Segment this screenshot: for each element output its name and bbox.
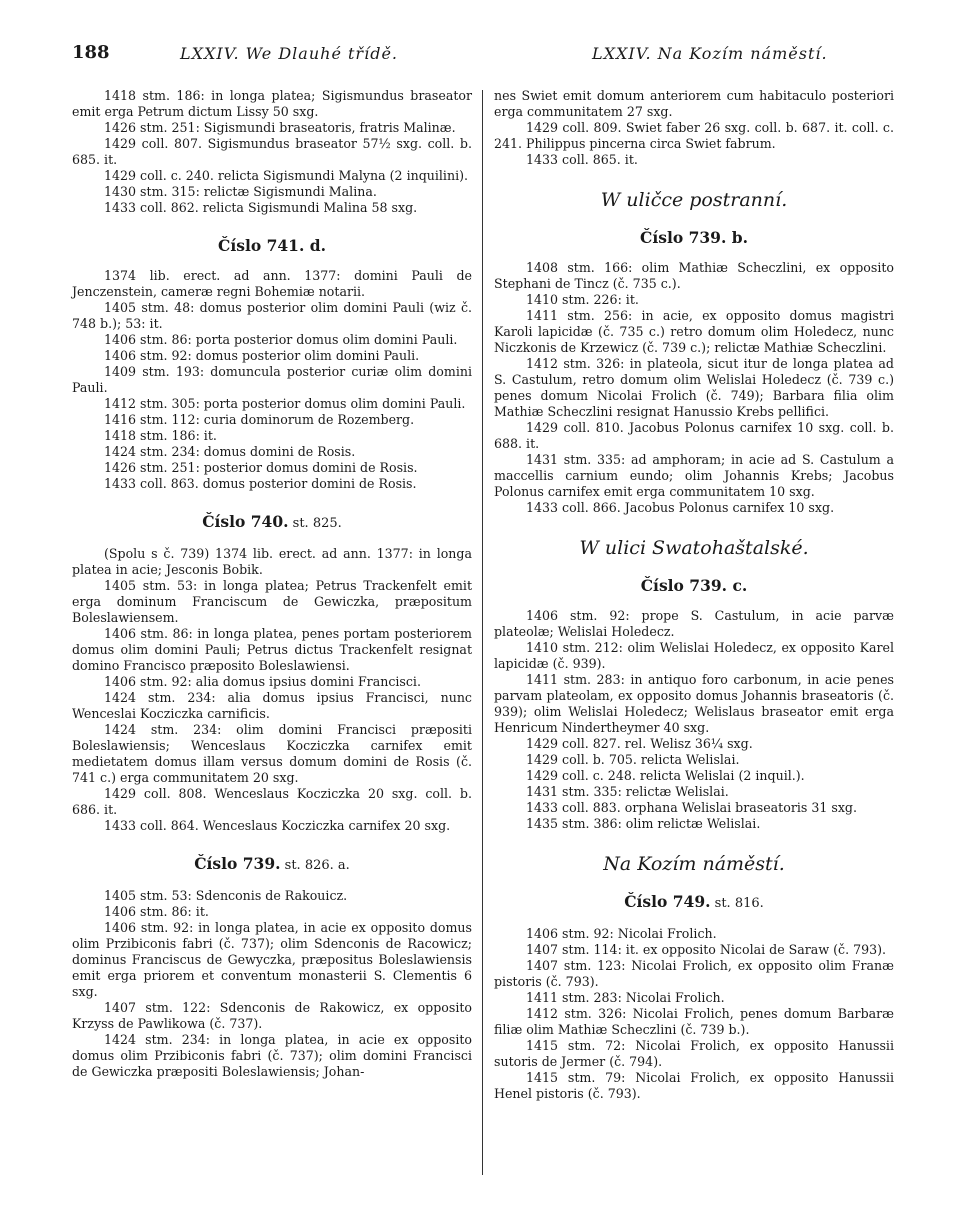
heading-number: Číslo 740. — [202, 512, 289, 531]
heading-number: Číslo 739. c. — [640, 576, 748, 595]
record-entry: 1429 coll. 808. Wenceslaus Kocziczka 20 sxg. coll. b. 686. it. — [72, 786, 472, 817]
record-entry: 1405 stm. 48: domus posterior olim domini Pauli (wiz č. 748 b.); 53: it. — [72, 300, 472, 331]
record-entry: 1429 coll. 827. rel. Welisz 36¼ sxg. — [526, 736, 753, 751]
heading-number: Číslo 749. — [624, 892, 711, 911]
heading-number: Číslo 739. b. — [640, 228, 748, 247]
record-entry: 1426 stm. 251: Sigismundi braseatoris, fratris Malinæ. — [104, 120, 456, 135]
heading-st: st. 825. — [288, 516, 342, 531]
section-heading — [72, 514, 472, 532]
record-entry: 1416 stm. 112: curia dominorum de Rozemberg. — [104, 412, 415, 427]
left-column — [72, 88, 472, 1080]
street-heading: W ulici Swatohaštalské. — [579, 537, 809, 559]
record-entry: 1409 stm. 193: domuncula posterior curiæ olim domini Pauli. — [72, 364, 472, 395]
record-entry: 1405 stm. 53: in longa platea; Petrus Trackenfelt emit erga dominum Franciscum de Gewiczka, præpositum Boleslawiensem. — [72, 578, 472, 625]
record-entry: 1410 stm. 212: olim Welislai Holedecz, ex opposito Karel lapicidæ (č. 939). — [494, 640, 894, 671]
section-heading — [494, 230, 894, 246]
record-entry: 1429 coll. 809. Swiet faber 26 sxg. coll. b. 687. it. coll. c. 241. Philippus pincerna circa Swiet fabrum. — [494, 120, 894, 151]
record-entry: 1412 stm. 326: Nicolai Frolich, penes domum Barbaræ filiæ olim Mathiæ Scheczlini (č. 739 b.). — [494, 1006, 894, 1037]
section-heading — [72, 856, 472, 874]
section-heading — [494, 894, 894, 912]
record-entry: (Spolu s č. 739) 1374 lib. erect. ad ann. 1377: in longa platea in acie; Jesconis Bobik. — [72, 546, 472, 577]
record-entry: 1411 stm. 256: in acie, ex opposito domus magistri Karoli lapicidæ (č. 735 c.) retro domum olim Holedecz, nunc Niczkonis de Krzewicz (č. 739 c.); relictæ Mathiæ Scheczlini. — [494, 308, 894, 355]
record-entry: 1405 stm. 53: Sdenconis de Rakouicz. — [104, 888, 348, 903]
record-entry: 1435 stm. 386: olim relictæ Welislai. — [526, 816, 761, 831]
record-entry: 1429 coll. c. 248. relicta Welislai (2 inquil.). — [526, 768, 805, 783]
page-number: 188 — [72, 42, 110, 63]
record-entry: 1411 stm. 283: in antiquo foro carbonum, in acie penes parvam plateolam, ex opposito domus Johannis braseatoris (č. 939); olim Welislai Holedecz; Welislaus braseator emit erga Henricum Nindertheymer 40 sxg. — [494, 672, 894, 735]
entry-continuation: nes Swiet emit domum anteriorem cum habitaculo posteriori erga communitatem 27 sxg. — [494, 88, 894, 119]
record-entry: 1424 stm. 234: in longa platea, in acie ex opposito domus olim Przibiconis fabri (č. 737); olim domini Francisci de Gewiczka præpositi Boleslawiensis; Johan- — [72, 1032, 472, 1079]
record-entry: 1407 stm. 114: it. ex opposito Nicolai de Saraw (č. 793). — [526, 942, 887, 957]
record-entry: 1424 stm. 234: olim domini Francisci præpositi Boleslawiensis; Wenceslaus Kocziczka carnifex emit medietatem domus illam versus domum domini de Rosis (č. 741 c.) erga communitatem 20 sxg. — [72, 722, 472, 785]
heading-number: Číslo 741. d. — [218, 236, 326, 255]
record-entry: 1433 coll. 883. orphana Welislai braseatoris 31 sxg. — [526, 800, 857, 815]
record-entry: 1406 stm. 92: prope S. Castulum, in acie parvæ plateolæ; Welislai Holedecz. — [494, 608, 894, 639]
record-entry: 1406 stm. 86: porta posterior domus olim domini Pauli. — [104, 332, 458, 347]
record-entry: 1424 stm. 234: alia domus ipsius Francisci, nunc Wenceslai Kocziczka carnificis. — [72, 690, 472, 721]
record-entry: 1426 stm. 251: posterior domus domini de Rosis. — [104, 460, 418, 475]
record-entry: 1431 stm. 335: ad amphoram; in acie ad S. Castulum a maccellis carnium eundo; olim Johannis Krebs; Jacobus Polonus carnifex emit erga communitatem 10 sxg. — [494, 452, 894, 499]
record-entry: 1424 stm. 234: domus domini de Rosis. — [104, 444, 356, 459]
record-entry: 1418 stm. 186: it. — [104, 428, 217, 443]
record-entry: 1406 stm. 92: Nicolai Frolich. — [526, 926, 717, 941]
record-entry: 1433 coll. 866. Jacobus Polonus carnifex 10 sxg. — [526, 500, 835, 515]
record-entry: 1411 stm. 283: Nicolai Frolich. — [526, 990, 725, 1005]
record-entry: 1412 stm. 305: porta posterior domus olim domini Pauli. — [104, 396, 466, 411]
heading-st: st. 816. — [710, 896, 764, 911]
section-heading — [494, 578, 894, 594]
record-entry: 1433 coll. 862. relicta Sigismundi Malina 58 sxg. — [104, 200, 418, 215]
record-entry: 1406 stm. 86: in longa platea, penes portam posteriorem domus olim domini Pauli; Petrus dictus Trackenfelt resignat domino Francisco præposito Boleslawiensi. — [72, 626, 472, 673]
record-entry: 1429 coll. c. 240. relicta Sigismundi Malyna (2 inquilini). — [104, 168, 469, 183]
record-entry: 1418 stm. 186: in longa platea; Sigismundus braseator emit erga Petrum dictum Lissy 50 sxg. — [72, 88, 472, 119]
record-entry: 1406 stm. 92: in longa platea, in acie ex opposito domus olim Przibiconis fabri (č. 737); olim Sdenconis de Racowicz; dominus Franciscus de Gewyczka, præpositus Boleslawiensis emit erga priorem et conventum monasterii S. Clementis 6 sxg. — [72, 920, 472, 999]
record-entry: 1429 coll. 810. Jacobus Polonus carnifex 10 sxg. coll. b. 688. it. — [494, 420, 894, 451]
street-heading: Na Kozím náměstí. — [603, 853, 785, 875]
record-entry: 1406 stm. 86: it. — [104, 904, 209, 919]
record-entry: 1433 coll. 864. Wenceslaus Kocziczka carnifex 20 sxg. — [104, 818, 451, 833]
record-entry: 1431 stm. 335: relictæ Welislai. — [526, 784, 729, 799]
record-entry: 1433 coll. 863. domus posterior domini de Rosis. — [104, 476, 417, 491]
record-entry: 1433 coll. 865. it. — [526, 152, 638, 167]
column-divider — [482, 90, 483, 1175]
record-entry: 1407 stm. 123: Nicolai Frolich, ex opposito olim Franæ pistoris (č. 793). — [494, 958, 894, 989]
record-entry: 1374 lib. erect. ad ann. 1377: domini Pauli de Jenczenstein, cameræ regni Bohemiæ notarii. — [72, 268, 472, 299]
section-heading — [72, 238, 472, 254]
right-column — [494, 88, 894, 1102]
record-entry: 1415 stm. 79: Nicolai Frolich, ex opposito Hanussii Henel pistoris (č. 793). — [494, 1070, 894, 1101]
record-entry: 1415 stm. 72: Nicolai Frolich, ex opposito Hanussii sutoris de Jermer (č. 794). — [494, 1038, 894, 1069]
record-entry: 1406 stm. 92: alia domus ipsius domini Francisci. — [104, 674, 421, 689]
running-title-left: LXXIV. We Dlauhé třídě. — [180, 44, 398, 63]
record-entry: 1407 stm. 122: Sdenconis de Rakowicz, ex opposito Krzyss de Pawlikowa (č. 737). — [72, 1000, 472, 1031]
heading-number: Číslo 739. — [194, 854, 281, 873]
street-heading: W uličce postranní. — [600, 189, 788, 211]
record-entry: 1412 stm. 326: in plateola, sicut itur de longa platea ad S. Castulum, retro domum olim Welislai Holedecz (č. 739 c.) penes domum Nicolai Frolich (č. 749); Barbara filia olim Mathiæ Scheczlini resignat Hanussio Krebs pellifici. — [494, 356, 894, 419]
record-entry: 1429 coll. b. 705. relicta Welislai. — [526, 752, 740, 767]
record-entry: 1430 stm. 315: relictæ Sigismundi Malina. — [104, 184, 377, 199]
heading-st: st. 826. a. — [280, 858, 350, 873]
page-header — [72, 42, 892, 68]
record-entry: 1406 stm. 92: domus posterior olim domini Pauli. — [104, 348, 420, 363]
record-entry: 1408 stm. 166: olim Mathiæ Scheczlini, ex opposito Stephani de Tincz (č. 735 c.). — [494, 260, 894, 291]
running-title-right: LXXIV. Na Kozím náměstí. — [592, 44, 828, 63]
record-entry: 1410 stm. 226: it. — [526, 292, 639, 307]
record-entry: 1429 coll. 807. Sigismundus braseator 57½ sxg. coll. b. 685. it. — [72, 136, 472, 167]
